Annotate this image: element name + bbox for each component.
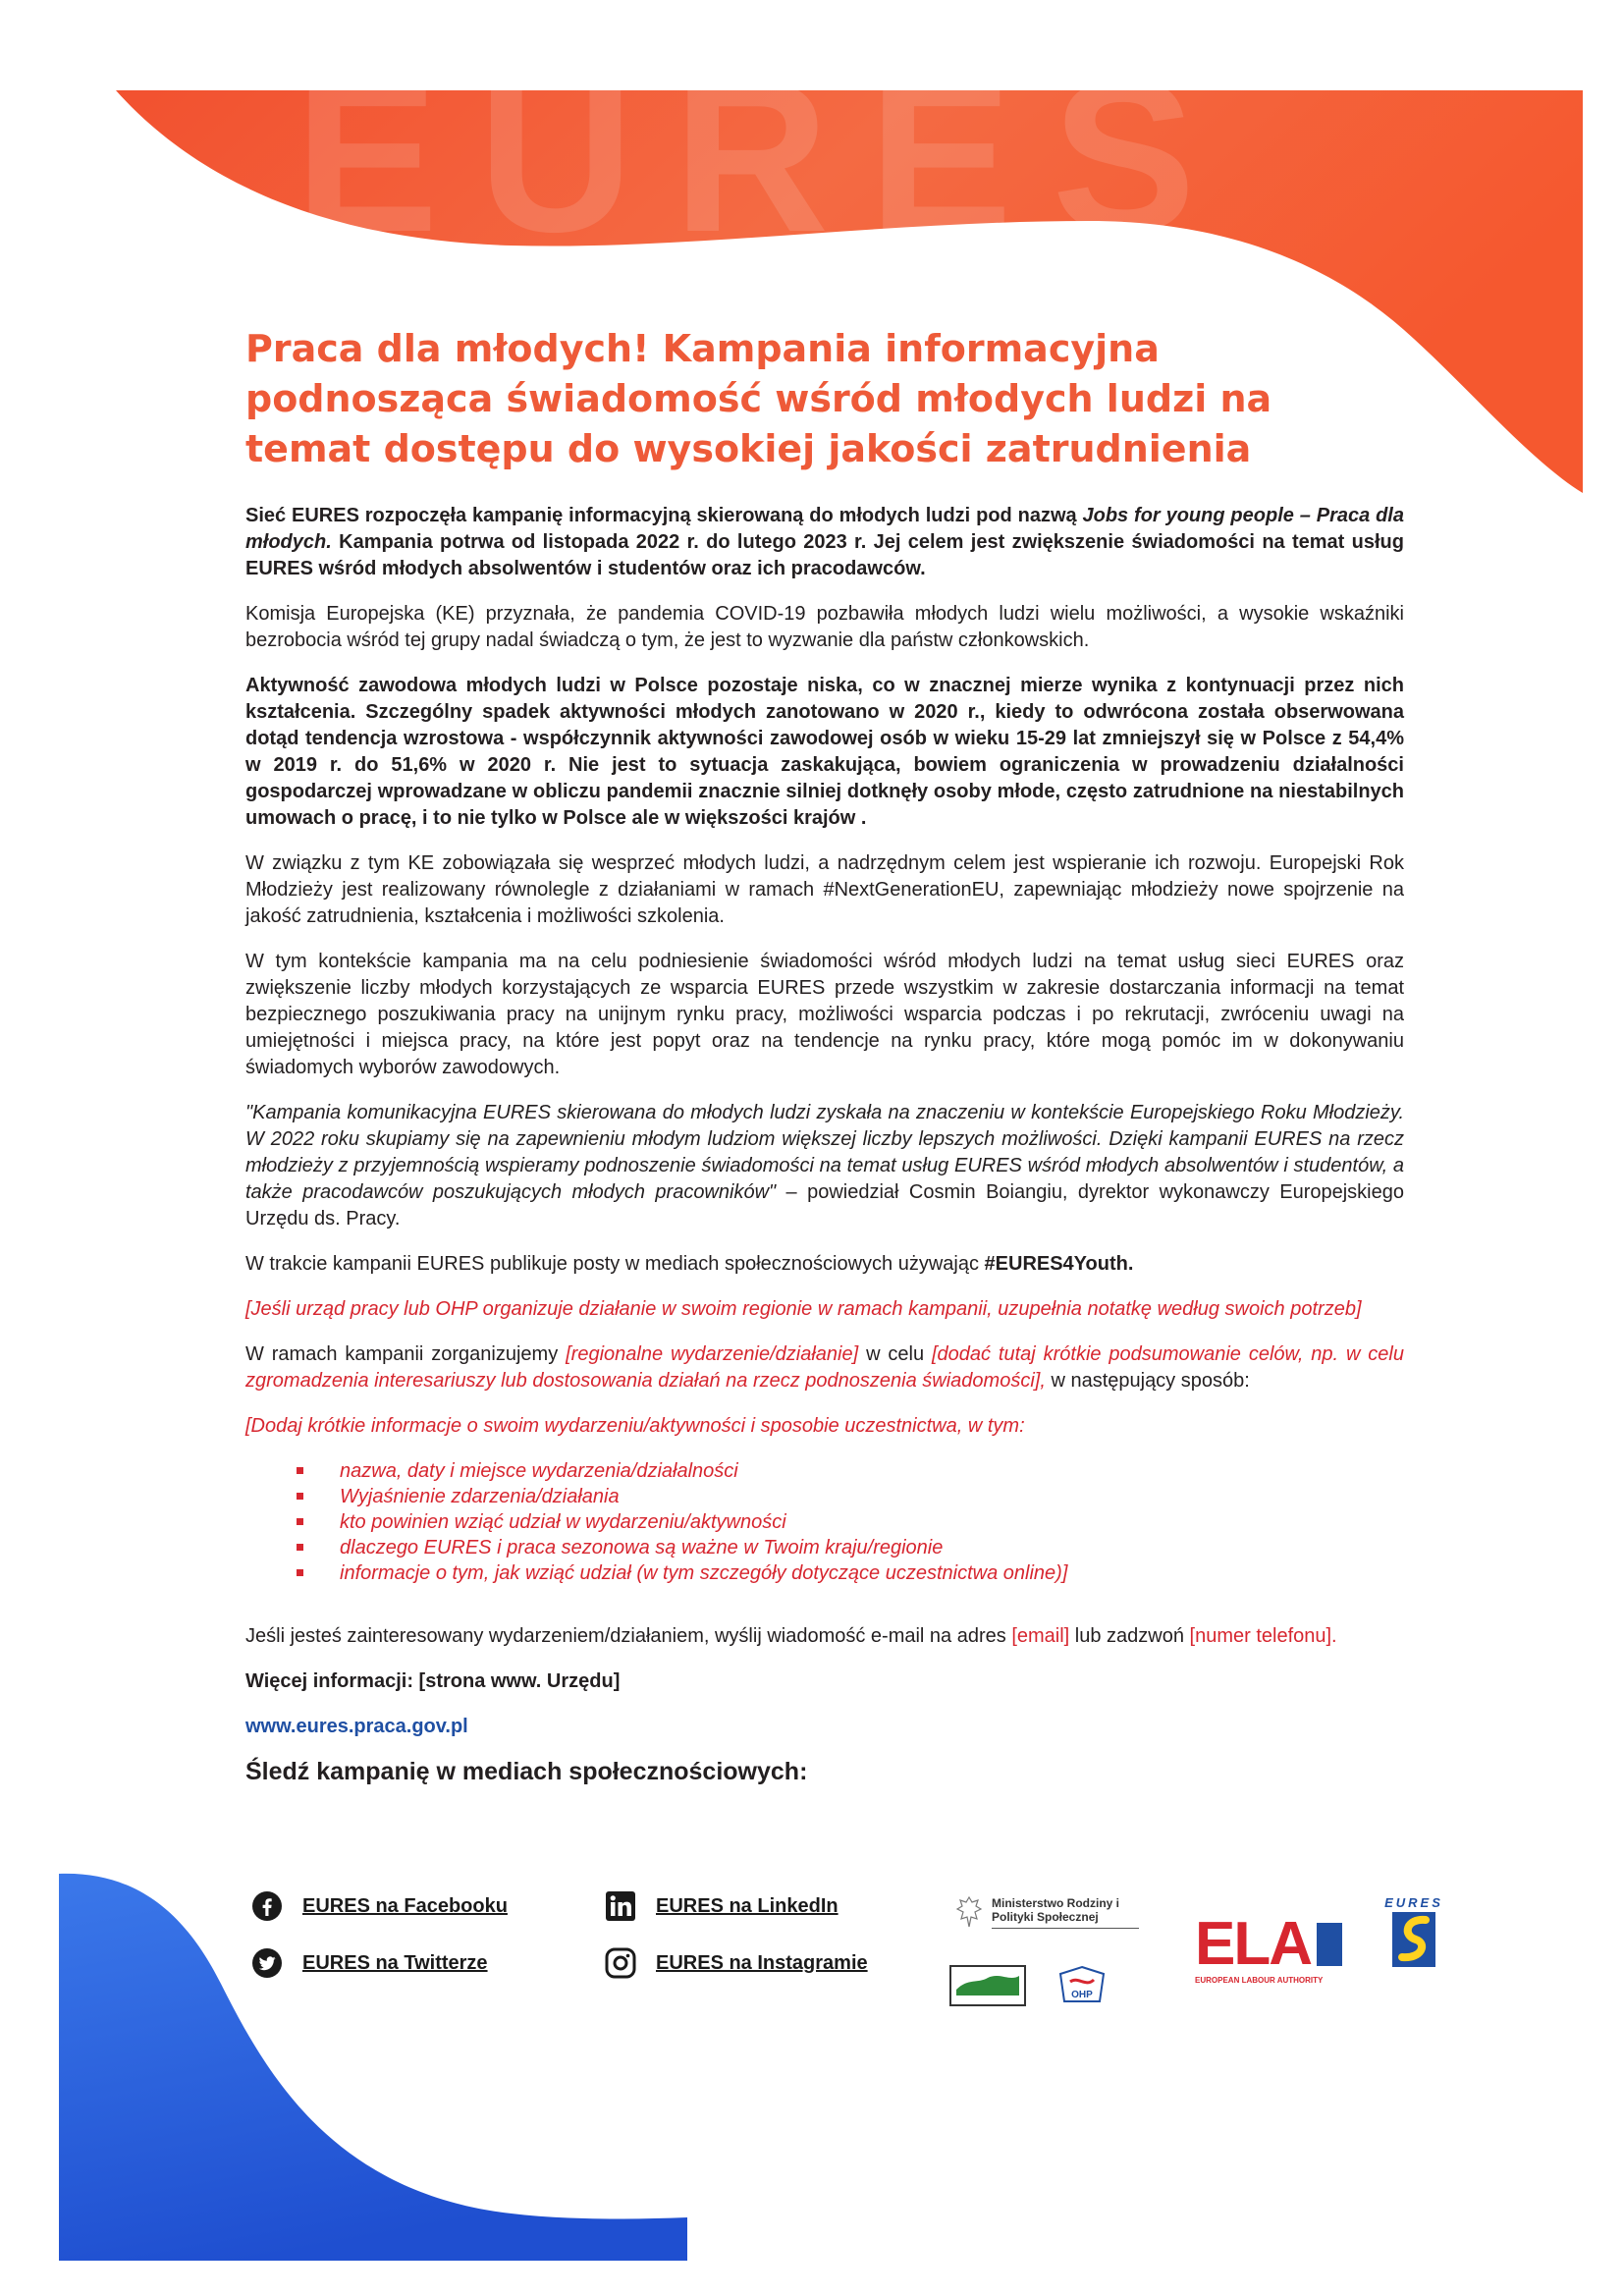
eures-emblem-icon xyxy=(1388,1910,1439,1969)
social-facebook[interactable] xyxy=(251,1890,508,1922)
follow-heading: Śledź kampanię w mediach społecznościowych: xyxy=(245,1758,808,1785)
eures-logo xyxy=(1384,1895,1443,1974)
list-item: kto powinien wziąć udział w wydarzeniu/aktywności xyxy=(297,1509,1404,1535)
paragraph-campaign-goals: W tym kontekście kampania ma na celu podniesienie świadomości wśród młodych ludzi na temat usług sieci EURES oraz zwiększenie liczby młodych korzystających ze wsparcia EURES przede wszystkim w zakresie dostarczania informacji na temat bezpiecznego poszukiwania pracy na unijnym rynku pracy, możliwości wsparcia podczas i po rekrutacji, zwróceniu uwagi na umiejętności i miejsca pracy, na które jest popyt oraz na tendencje na rynku pracy, które mogą pomóc im w dokonywaniu świadomych wyborów zawodowych. xyxy=(245,951,1404,1078)
placeholder-event-info: [Dodaj krótkie informacje o swoim wydarzeniu/aktywności i sposobie uczestnictwa, w tym: xyxy=(245,1415,1025,1437)
paragraph-youth-year: W związku z tym KE zobowiązała się wesprzeć młodych ludzi, a nadrzędnym celem jest wspieranie ich rozwoju. Europejski Rok Młodzieży jest realizowany równolegle z działaniami w ramach #NextGenerationEU, zapewniając młodzieży nowe spojrzenie na jakość zatrudnienia, kształcenia i możliwości szkolenia. xyxy=(245,852,1404,927)
paragraph-poland-activity: Aktywność zawodowa młodych ludzi w Polsce pozostaje niska, co w znacznej mierze wynika z kontynuacji przez nich kształcenia. Szczególny spadek aktywności młodych zanotowano w 2020 r., kiedy to odwrócona została obserwowana dotąd tendencja wzrostowa - współczynnik aktywności zawodowej osób w wieku 15-29 lat zmniejszył się w Polsce z 54,4% w 2019 r. do 51,6% w 2020 r. Nie jest to sytuacja zaskakująca, bowiem ograniczenia w prowadzeniu działalności gospodarczej wprowadzane w obliczu pandemii znacznie silniej dotknęły osoby młode, często zatrudnione na niestabilnych umowach o pracę, i to nie tylko w Polsce ale w większości krajów . xyxy=(245,675,1404,829)
social-links xyxy=(245,1890,952,2008)
twitter-link[interactable]: EURES na Twitterze xyxy=(302,1951,488,1974)
twitter-icon xyxy=(251,1947,283,1979)
facebook-link[interactable]: EURES na Facebooku xyxy=(302,1894,508,1917)
linkedin-link[interactable]: EURES na LinkedIn xyxy=(656,1894,839,1917)
list-item: informacje o tym, jak wziąć udział (w tym szczegóły dotyczące uczestnictwa online)] xyxy=(297,1560,1404,1586)
title-line-3: temat dostępu do wysokiej jakości zatrudnienia xyxy=(245,427,1252,470)
social-instagram[interactable] xyxy=(605,1947,868,1979)
paragraph-hashtag: W trakcie kampanii EURES publikuje posty w mediach społecznościowych używając #EURES4Youth. xyxy=(245,1253,1134,1275)
ela-letters: ELA xyxy=(1195,1910,1311,1978)
ministry-name: Ministerstwo Rodziny i Polityki Społecznej xyxy=(992,1896,1139,1929)
facebook-icon xyxy=(251,1890,283,1922)
more-info: Więcej informacji: [strona www. Urzędu] xyxy=(245,1670,621,1692)
paragraph-regional-event: W ramach kampanii zorganizujemy [regionalne wydarzenie/działanie] w celu [dodać tutaj krótkie podsumowanie celów, np. w celu zgromadzenia interesariuszy lub dostosowania działań na rzecz podnoszenia świadomości], w następujący sposób: xyxy=(245,1343,1404,1392)
partner-logos xyxy=(943,1895,1492,2023)
ministry-logo xyxy=(956,1895,1139,1929)
eu-flag-icon xyxy=(1317,1923,1342,1966)
website-link[interactable]: www.eures.praca.gov.pl xyxy=(245,1716,468,1737)
list-item: dlaczego EURES i praca sezonowa są ważne w Twoim kraju/regionie xyxy=(297,1535,1404,1560)
title-line-1: Praca dla młodych! Kampania informacyjna xyxy=(245,327,1160,370)
intro-paragraph: Sieć EURES rozpoczęła kampanię informacyjną skierowaną do młodych ludzi pod nazwą Jobs for young people – Praca dla młodych. Kampania potrwa od listopada 2022 r. do lutego 2023 r. Jej celem jest zwiększenie świadomości na temat usług EURES wśród młodych absolwentów i studentów oraz ich pracodawców. xyxy=(245,505,1404,579)
instagram-icon xyxy=(605,1947,636,1979)
social-twitter[interactable] xyxy=(251,1947,488,1979)
header-watermark: EURES xyxy=(295,35,1235,277)
ela-subtitle: EUROPEAN LABOUR AUTHORITY xyxy=(1195,1976,1324,1985)
paragraph-contact: Jeśli jesteś zainteresowany wydarzeniem/działaniem, wyślij wiadomość e-mail na adres [email] lub zadzwoń [numer telefonu]. xyxy=(245,1625,1337,1647)
linkedin-icon xyxy=(605,1890,636,1922)
placeholder-note: [Jeśli urząd pracy lub OHP organizuje działanie w swoim regionie w ramach kampanii, uzupełnia notatkę według swoich potrzeb] xyxy=(245,1298,1362,1320)
ela-logo xyxy=(1195,1910,1342,1985)
ohp-label: OHP xyxy=(1071,1990,1093,2000)
list-item: Wyjaśnienie zdarzenia/działania xyxy=(297,1484,1404,1509)
article-body xyxy=(245,503,1404,1804)
list-item: nazwa, daty i miejsce wydarzenia/działalności xyxy=(297,1458,1404,1484)
page-title xyxy=(245,324,1375,474)
green-logo-icon xyxy=(948,1964,1027,2007)
title-line-2: podnosząca świadomość wśród młodych ludzi na xyxy=(245,377,1272,420)
ohp-logo-icon xyxy=(1056,1964,1108,2007)
social-linkedin[interactable] xyxy=(605,1890,839,1922)
eagle-emblem-icon xyxy=(956,1895,982,1929)
instagram-link[interactable]: EURES na Instagramie xyxy=(656,1951,868,1974)
paragraph-quote: "Kampania komunikacyjna EURES skierowana do młodych ludzi zyskała na znaczeniu w kontekście Europejskiego Roku Młodzieży. W 2022 roku skupiamy się na zapewnieniu młodym ludziom większej liczby lepszych możliwości. Dzięki kampanii EURES na rzecz młodzieży z przyjemnością wspieramy podnoszenie świadomości na temat usług EURES wśród młodych absolwentów i studentów, a także pracodawców poszukujących młodych pracowników" – powiedział Cosmin Boiangiu, dyrektor wykonawczy Europejskiego Urzędu ds. Pracy. xyxy=(245,1102,1404,1230)
event-info-list xyxy=(245,1458,1404,1586)
eures-wordmark: EURES xyxy=(1384,1895,1443,1910)
paragraph-covid: Komisja Europejska (KE) przyznała, że pandemia COVID-19 pozbawiła młodych ludzi wielu możliwości, a wysokie wskaźniki bezrobocia wśród tej grupy nadal świadczą o tym, że jest to wyzwanie dla państw członkowskich. xyxy=(245,603,1404,651)
